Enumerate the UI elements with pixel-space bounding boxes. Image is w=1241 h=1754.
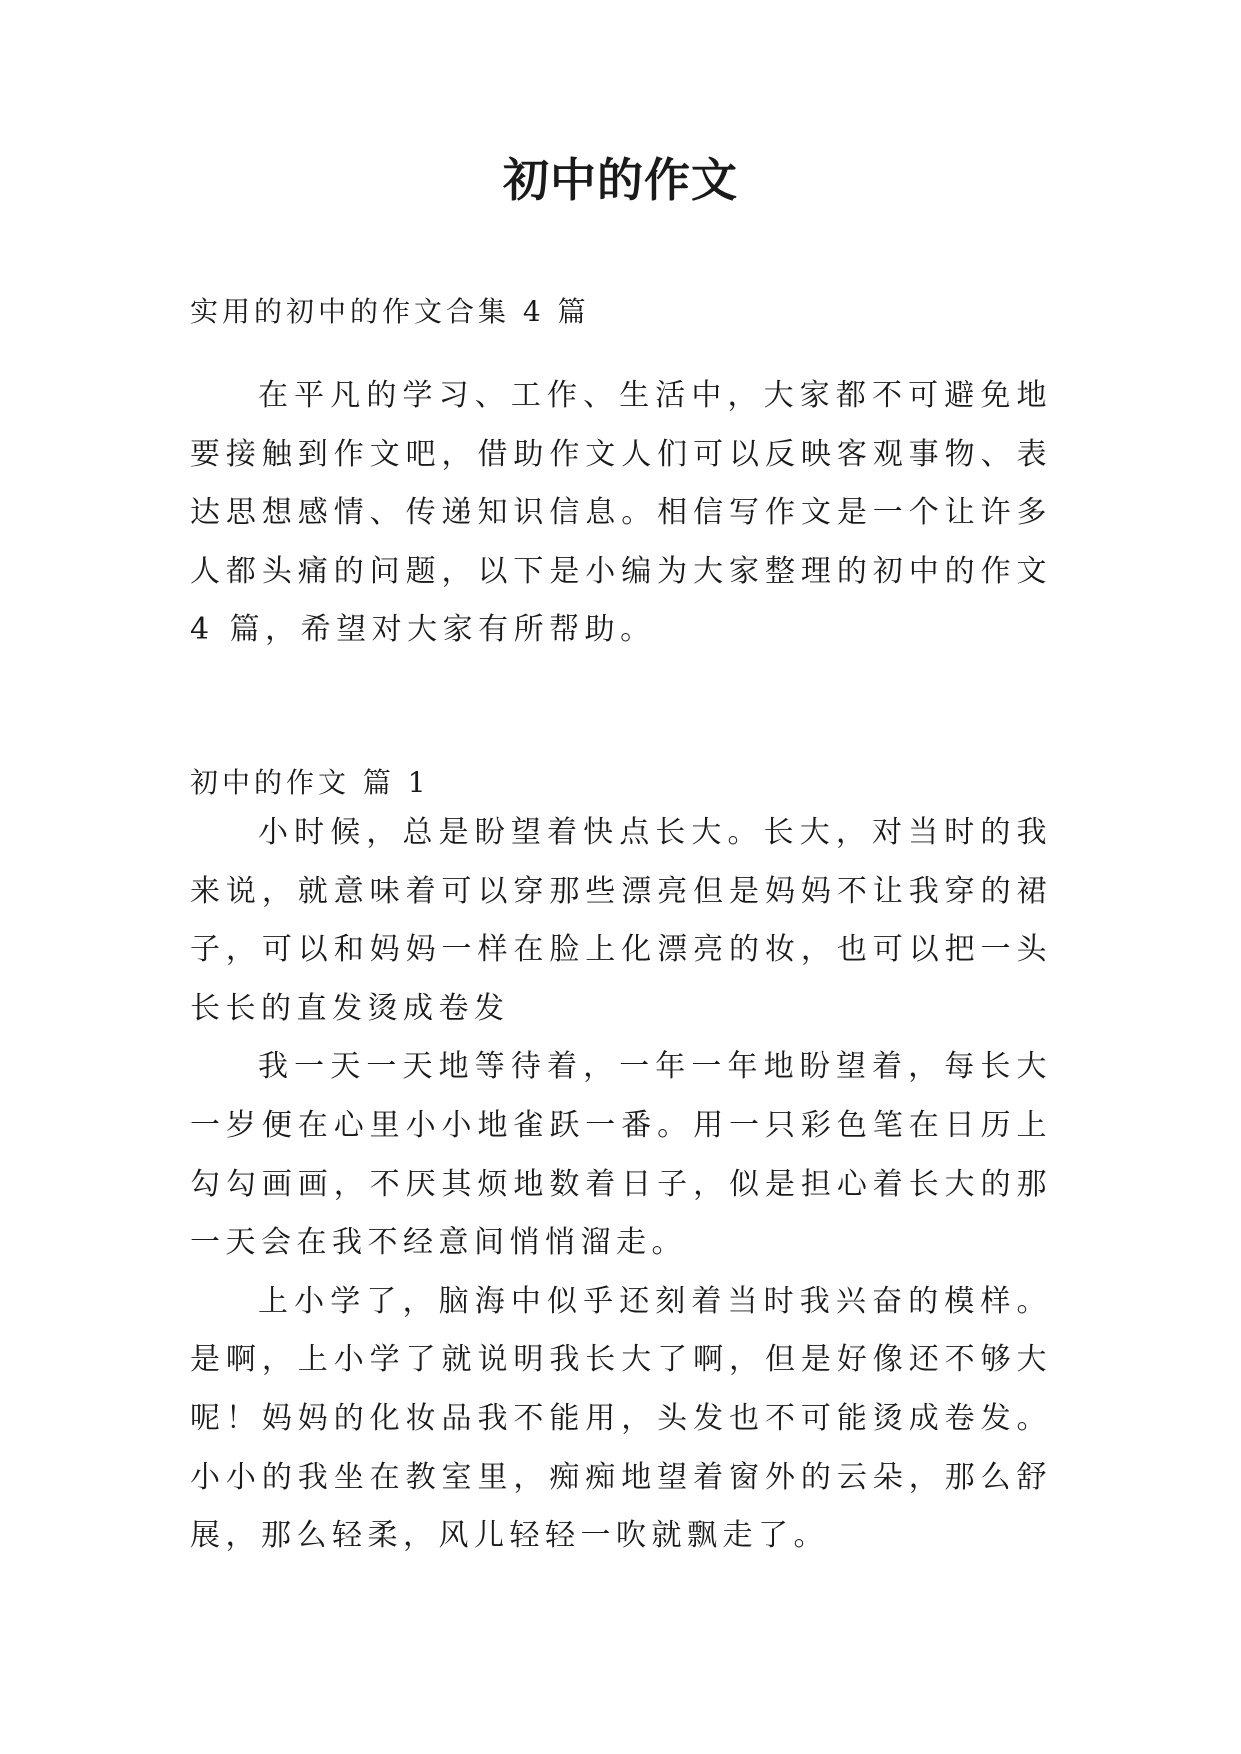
section-heading: 初中的作文 篇 1 bbox=[190, 766, 430, 799]
essay-paragraph-1: 小时候，总是盼望着快点长大。长大，对当时的我来说，就意味着可以穿那些漂亮但是妈妈不让我穿的裙子，可以和妈妈一样在脸上化漂亮的妆，也可以把一头长长的直发烫成卷发 bbox=[190, 815, 1052, 1026]
intro-paragraph: 在平凡的学习、工作、生活中，大家都不可避免地要接触到作文吧，借助作文人们可以反映客观事物、表达思想感情、传递知识信息。相信写作文是一个让许多人都头痛的问题，以下是小编为大家整理的初中的作文 4 篇，希望对大家有所帮助。 bbox=[190, 378, 1052, 648]
essay-body bbox=[190, 804, 1052, 1566]
intro-block bbox=[190, 367, 1052, 660]
essay-paragraph-2: 我一天一天地等待着，一年一年地盼望着，每长大一岁便在心里小小地雀跃一番。用一只彩色笔在日历上勾勾画画，不厌其烦地数着日子，似是担心着长大的那一天会在我不经意间悄悄溜走。 bbox=[190, 1049, 1052, 1261]
essay-paragraph-3: 上小学了，脑海中似乎还刻着当时我兴奋的模样。是啊，上小学了就说明我长大了啊，但是好像还不够大呢！妈妈的化妆品我不能用，头发也不可能烫成卷发。小小的我坐在教室里，痴痴地望着窗外的云朵，那么舒展，那么轻柔，风儿轻轻一吹就飘走了。 bbox=[190, 1283, 1052, 1554]
document-title: 初中的作文 bbox=[503, 153, 738, 207]
document-subtitle: 实用的初中的作文合集 4 篇 bbox=[190, 295, 590, 328]
